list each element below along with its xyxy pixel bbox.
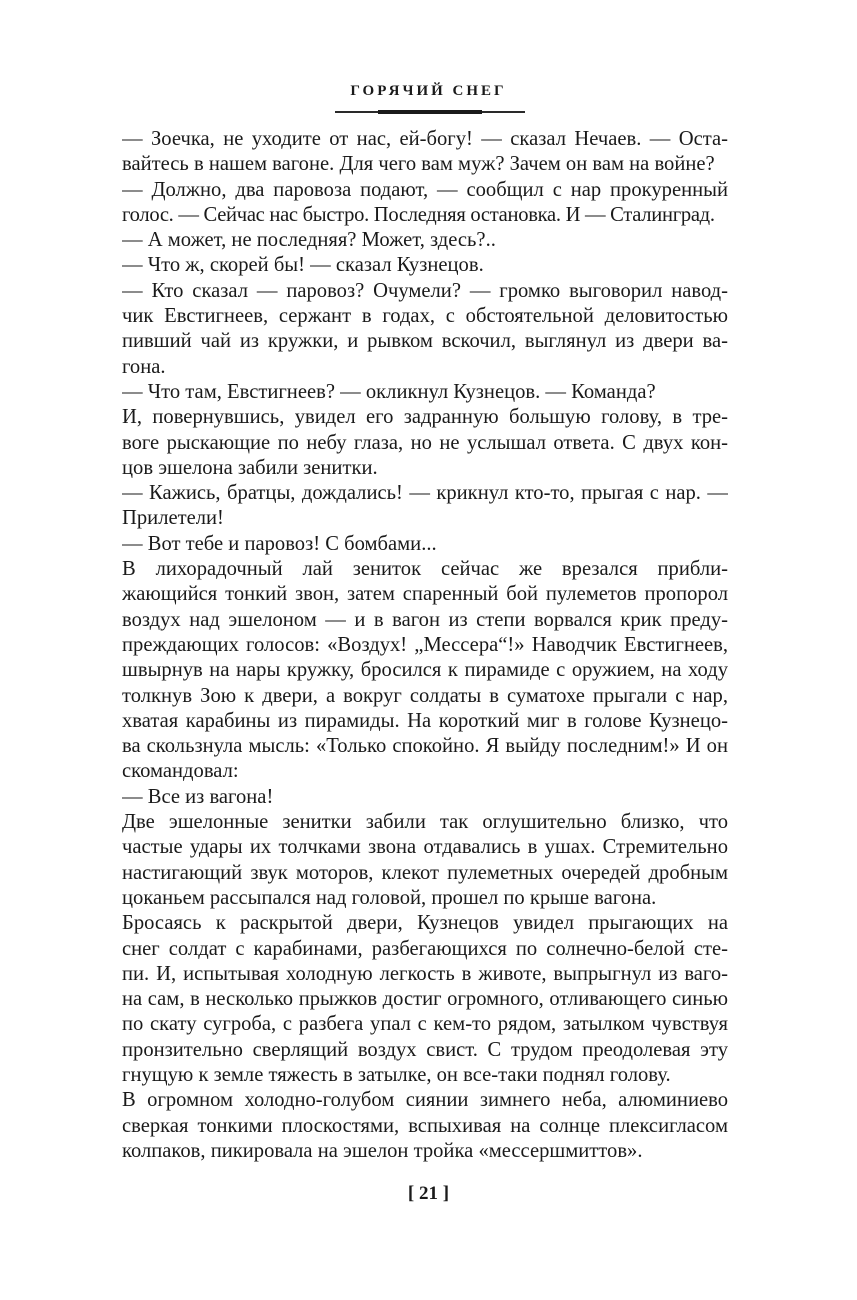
text-line: цоканьем рассыпался над головой, прошел по крыше вагона. [122,886,657,909]
text-line: — Кто сказал — паровоз? Очумели? — громко выговорил навод- [122,279,728,302]
text-line: гона. [122,355,166,378]
text-line: В огромном холодно-голубом сиянии зимнего неба, алюминиево [122,1089,728,1112]
text-line: — Вот тебе и паровоз! С бомбами... [122,532,437,555]
text-line: жающийся тонкий звон, затем спаренный бой пулеметов пропорол [122,583,728,606]
text-line: — Что там, Евстигнеев? — окликнул Кузнецов. — Команда? [122,380,656,403]
page-number: [ 21 ] [407,1183,450,1204]
text-line: швырнув на нары кружку, бросился к пирамиде с оружием, на ходу [122,659,728,682]
text-line: сверкая тонкими плоскостями, вспыхивая на солнце плексигласом [122,1114,728,1137]
text-line: гнущую к земле тяжесть в затылке, он все-таки поднял голову. [122,1063,671,1086]
text-line: Бросаясь к раскрытой двери, Кузнецов увидел прыгающих на [122,912,728,935]
text-line: Прилетели! [122,507,224,530]
text-line: — А может, не последняя? Может, здесь?.. [122,229,496,252]
text-line: снег солдат с карабинами, разбегающихся по солнечно-белой сте- [122,937,728,960]
text-line: на сам, в несколько прыжков достиг огромного, отливающего синью [122,988,728,1011]
running-head-rule-accent [378,110,482,114]
text-line: пивший чай из кружки, и рывком вскочил, выглянул из двери ва- [122,330,728,353]
text-line: частые удары их толчками звона отдавались в ушах. Стремительно [122,836,728,859]
text-line: — Зоечка, не уходите от нас, ей-богу! — сказал Нечаев. — Оста- [122,128,728,150]
text-line: колпаков, пикировала на эшелон тройка «мессершмиттов». [122,1139,643,1162]
text-line: чик Евстигнеев, сержант в годах, с обстоятельной деловитостью [122,305,728,328]
text-line: настигающий звук моторов, клекот пулеметных очередей дробным [122,861,728,884]
text-line: толкнув Зою к двери, а вокруг солдаты в суматохе прыгали с нар, [122,684,728,707]
text-line: — Что ж, скорей бы! — сказал Кузнецов. [122,254,484,277]
text-line: Две эшелонные зенитки забили так оглушительно близко, что [122,811,728,834]
text-line: скомандовал: [122,760,239,783]
running-head [0,82,857,100]
body-text [122,127,728,1164]
text-line: голос. — Сейчас нас быстро. Последняя остановка. И — Сталинград. [122,203,715,226]
text-line: воздух над эшелоном — и в вагон из степи ворвался крик преду- [122,608,728,631]
text-line: — Должно, два паровоза подают, — сообщил с нар прокуренный [122,178,728,201]
text-line: — Все из вагона! [122,785,274,808]
text-line: — Кажись, братцы, дождались! — крикнул кто-то, прыгая с нар. — [122,482,728,505]
text-line: преждающих голосов: «Воздух! „Мессера“!» Наводчик Евстигнеев, [122,633,728,656]
text-line: И, повернувшись, увидел его задранную большую голову, в тре- [122,406,728,429]
text-line: хватая карабины из пирамиды. На короткий миг в голове Кузнецо- [122,709,728,732]
text-line: воге рыскающие по небу глаза, но не услышал ответа. С двух кон- [122,431,728,454]
text-line: вайтесь в нашем вагоне. Для чего вам муж? Зачем он вам на войне? [122,153,715,176]
text-line: ва скользнула мысль: «Только спокойно. Я выйду последним!» И он [122,735,728,758]
text-line: пронзительно сверлящий воздух свист. С трудом преодолевая эту [122,1038,728,1061]
running-title: ГОРЯЧИЙ СНЕГ [350,83,507,99]
text-line: цов эшелона забили зенитки. [122,456,378,479]
text-line: В лихорадочный лай зениток сейчас же врезался прибли- [122,558,728,581]
text-line: пи. И, испытывая холодную легкость в животе, выпрыгнул из ваго- [122,962,728,985]
text-line: по скату сугроба, с разбега упал с кем-то рядом, затылком чувствуя [122,1013,728,1036]
